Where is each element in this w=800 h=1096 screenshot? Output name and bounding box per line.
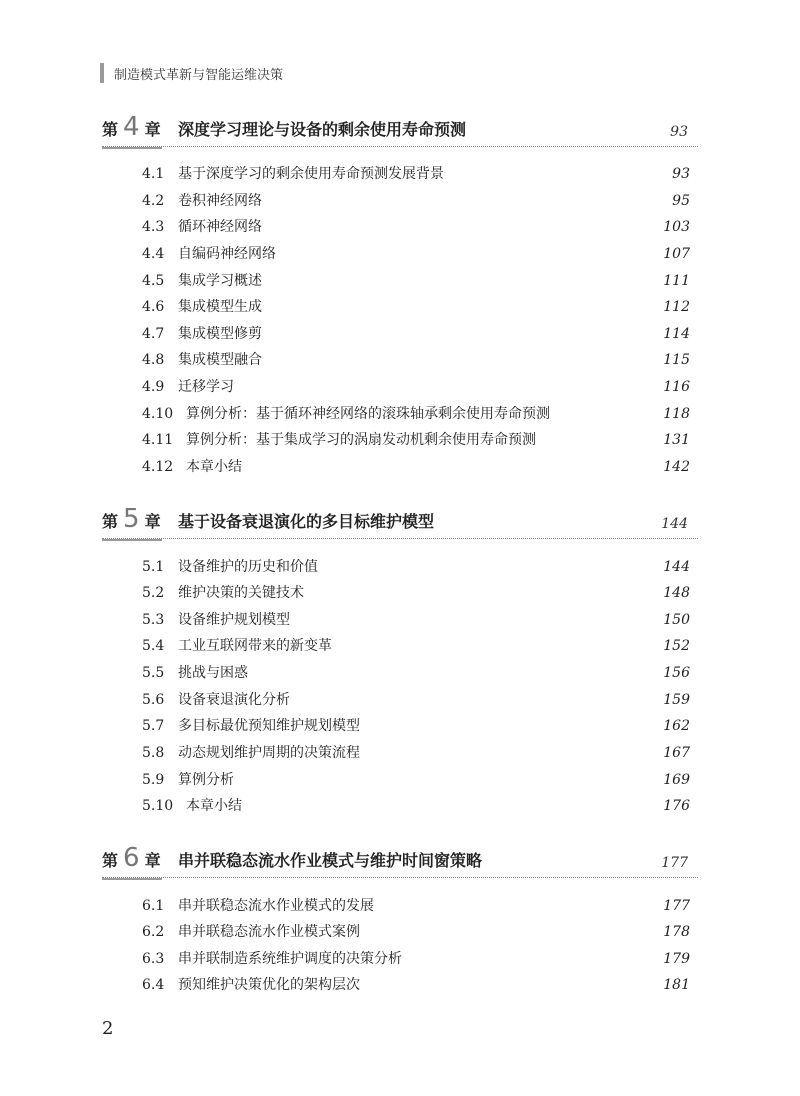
toc-entry-6-2[interactable] [142,922,690,942]
section-number: 4.1 [142,166,165,182]
chapter-page: 177 [661,855,688,871]
section-title: 集成学习概述 [178,273,262,289]
section-number: 4.10 [142,406,174,422]
toc-entry-4-9[interactable] [142,377,690,397]
section-page: 150 [663,612,690,628]
section-title: 设备衰退演化分析 [178,692,290,708]
section-page: 144 [663,559,690,575]
chapter-title: 深度学习理论与设备的剩余使用寿命预测 [178,120,467,139]
section-page: 115 [663,352,690,368]
running-head-text: 制造模式革新与智能运维决策 [114,67,284,83]
section-number: 5.1 [142,559,165,575]
toc-entry-5-4[interactable] [142,636,690,656]
toc-entry-4-10[interactable] [142,404,690,424]
section-number: 4.7 [142,326,165,342]
page-number: 2 [102,1018,114,1039]
section-number: 4.3 [142,219,165,235]
chapter-prefix: 第 [102,120,119,139]
section-number: 5.4 [142,638,165,654]
section-page: 112 [663,299,690,315]
section-number: 5.10 [142,798,174,814]
chapter-5-heading[interactable] [102,504,698,539]
toc-entry-4-3[interactable] [142,217,690,237]
section-number: 4.4 [142,246,165,262]
section-page: 179 [663,951,690,967]
section-number: 4.2 [142,193,165,209]
section-page: 181 [663,977,690,993]
section-page: 178 [663,924,690,940]
section-number: 4.9 [142,379,165,395]
toc-entry-4-7[interactable] [142,324,690,344]
running-head [100,62,283,84]
chapter-underline-accent [102,878,162,880]
section-title: 预知维护决策优化的架构层次 [178,977,360,993]
section-number: 5.7 [142,718,165,734]
section-page: 152 [663,638,690,654]
section-page: 142 [663,459,690,475]
section-title: 本章小结 [186,459,242,475]
chapter-page: 93 [670,124,688,140]
section-title: 设备维护规划模型 [178,612,290,628]
section-page: 169 [663,772,690,788]
section-title: 挑战与困惑 [178,665,248,681]
section-title: 集成模型生成 [178,299,262,315]
chapter-title: 基于设备衰退演化的多目标维护模型 [178,512,435,531]
section-number: 4.8 [142,352,165,368]
toc-entry-4-6[interactable] [142,297,690,317]
section-page: 93 [672,166,690,182]
toc-entry-5-9[interactable] [142,770,690,790]
toc-entry-5-2[interactable] [142,583,690,603]
toc-entry-6-4[interactable] [142,975,690,995]
chapter-title: 串并联稳态流水作业模式与维护时间窗策略 [178,851,483,870]
section-title: 本章小结 [186,798,242,814]
section-title: 集成模型修剪 [178,326,262,342]
toc-entry-4-5[interactable] [142,271,690,291]
section-title: 多目标最优预知维护规划模型 [178,718,360,734]
section-number: 5.3 [142,612,165,628]
section-page: 95 [672,193,690,209]
section-number: 4.6 [142,299,165,315]
section-page: 131 [663,432,690,448]
section-page: 118 [663,406,690,422]
chapter-prefix: 第 [102,512,119,531]
section-title: 迁移学习 [178,379,234,395]
chapter-label [102,112,161,142]
section-number: 4.11 [142,432,174,448]
section-title: 基于深度学习的剩余使用寿命预测发展背景 [178,166,444,182]
section-title: 串并联稳态流水作业模式案例 [178,924,360,940]
section-page: 103 [663,219,690,235]
chapter-6-heading[interactable] [102,843,698,878]
section-title: 自编码神经网络 [178,246,276,262]
toc-entry-4-4[interactable] [142,244,690,264]
section-page: 107 [663,246,690,262]
toc-entry-5-6[interactable] [142,690,690,710]
section-page: 176 [663,798,690,814]
toc-entry-5-1[interactable] [142,557,690,577]
toc-entry-5-7[interactable] [142,716,690,736]
chapter-underline-accent [102,147,162,149]
section-number: 5.6 [142,692,165,708]
chapter-suffix: 章 [144,851,161,870]
section-title: 动态规划维护周期的决策流程 [178,745,360,761]
chapter-suffix: 章 [144,120,161,139]
section-number: 6.1 [142,898,165,914]
section-title: 设备维护的历史和价值 [178,559,318,575]
section-title: 工业互联网带来的新变革 [178,638,332,654]
chapter-underline-accent [102,539,162,541]
toc-entry-6-3[interactable] [142,949,690,969]
chapter-number: 5 [123,504,140,534]
chapter-prefix: 第 [102,851,119,870]
section-page: 116 [663,379,690,395]
chapter-label [102,843,161,873]
section-number: 5.2 [142,585,165,601]
toc-entry-5-10[interactable] [142,796,690,816]
running-head-bar [100,63,104,83]
chapter-page: 144 [661,516,688,532]
section-page: 111 [663,273,690,289]
toc-entry-6-1[interactable] [142,896,690,916]
section-title: 维护决策的关键技术 [178,585,304,601]
section-title: 串并联稳态流水作业模式的发展 [178,898,374,914]
section-title: 算例分析：基于集成学习的涡扇发动机剩余使用寿命预测 [186,432,536,448]
chapter-number: 4 [123,112,140,142]
toc-entry-4-8[interactable] [142,350,690,370]
section-page: 159 [663,692,690,708]
section-number: 4.5 [142,273,165,289]
chapter-4-heading[interactable] [102,112,698,147]
section-number: 5.5 [142,665,165,681]
section-title: 集成模型融合 [178,352,262,368]
toc-entry-4-1[interactable] [142,164,690,184]
section-title: 卷积神经网络 [178,193,262,209]
section-page: 177 [663,898,690,914]
section-number: 5.9 [142,772,165,788]
toc-entry-4-12[interactable] [142,457,690,477]
section-page: 148 [663,585,690,601]
toc-entry-5-3[interactable] [142,610,690,630]
chapter-suffix: 章 [144,512,161,531]
section-page: 162 [663,718,690,734]
section-page: 167 [663,745,690,761]
toc-entry-4-2[interactable] [142,191,690,211]
section-page: 114 [663,326,690,342]
section-number: 6.4 [142,977,165,993]
chapter-number: 6 [123,843,140,873]
section-number: 6.3 [142,951,165,967]
chapter-label [102,504,161,534]
section-title: 算例分析 [178,772,234,788]
toc-entry-5-8[interactable] [142,743,690,763]
toc-entry-5-5[interactable] [142,663,690,683]
section-title: 算例分析：基于循环神经网络的滚珠轴承剩余使用寿命预测 [186,406,550,422]
section-page: 156 [663,665,690,681]
section-number: 5.8 [142,745,165,761]
section-number: 4.12 [142,459,174,475]
section-title: 串并联制造系统维护调度的决策分析 [178,951,402,967]
toc-entry-4-11[interactable] [142,430,690,450]
section-number: 6.2 [142,924,165,940]
section-title: 循环神经网络 [178,219,262,235]
